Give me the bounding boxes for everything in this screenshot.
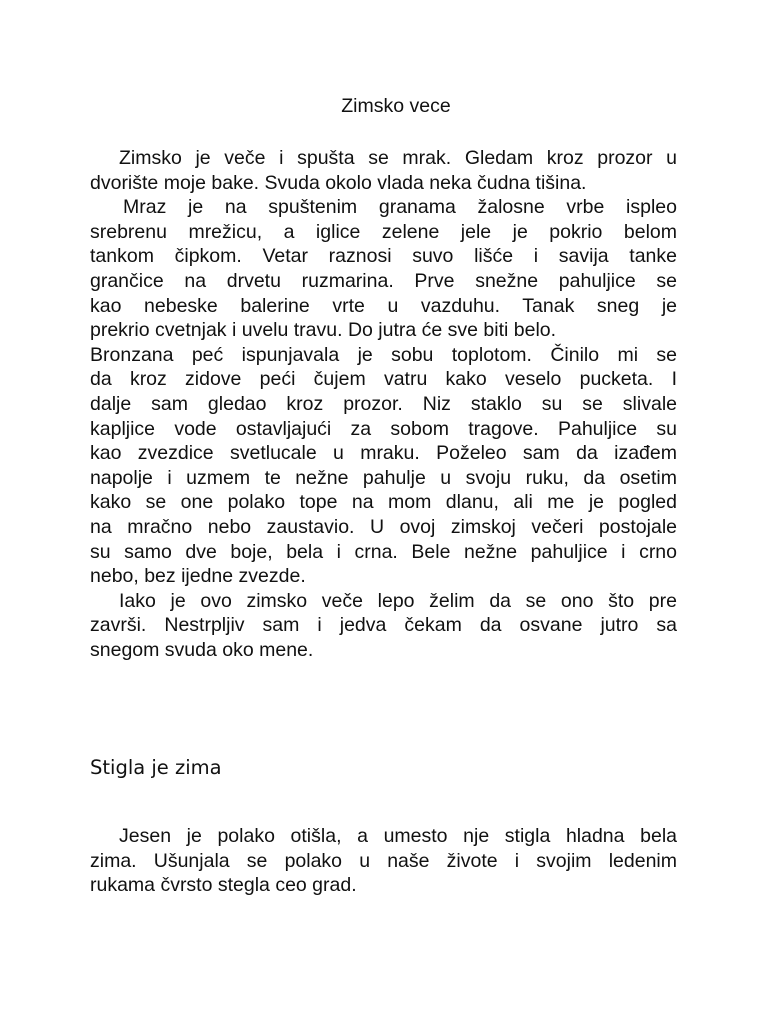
story2-text: [90, 824, 677, 898]
text-line: Jesen je polako otišla, a umesto nje stigla hladna bela: [119, 825, 677, 847]
text-line: dalje sam gledao kroz prozor. Niz staklo su se slivale: [90, 392, 677, 415]
text-line: tankom čipkom. Vetar raznosi suvo lišće i savija tanke: [90, 245, 677, 268]
text-line: kako se one polako tope na mom dlanu, ali me je pogled: [90, 491, 677, 514]
text-line: napolje i uzmem te nežne pahulje u svoju ruku, da osetim: [90, 466, 677, 489]
text-line: rukama čvrsto stegla ceo grad.: [90, 874, 357, 897]
text-line: kao nebeske balerine vrte u vazduhu. Tanak sneg je: [90, 294, 677, 317]
document-title: Zimsko vece: [341, 95, 451, 117]
text-line: Bronzana peć ispunjavala je sobu toplotom. Činilo mi se: [90, 343, 677, 366]
text-line: Iako je ovo zimsko veče lepo želim da se ono što pre: [119, 589, 677, 612]
text-line: Mraz je na spuštenim granama žalosne vrbe ispleo: [123, 196, 677, 219]
text-line: da kroz zidove peći čujem vatru kako veselo pucketa. I: [90, 368, 677, 391]
text-line: dvorište moje bake. Svuda okolo vlada neka čudna tišina.: [90, 171, 587, 194]
story-text: [90, 146, 677, 662]
text-line: zima. Ušunjala se polako u naše živote i svojim ledenim: [90, 849, 677, 872]
text-line: Zimsko je veče i spušta se mrak. Gledam kroz prozor u: [119, 147, 677, 169]
section-heading: Stigla je zima: [90, 756, 222, 779]
text-line: su samo dve boje, bela i crna. Bele nežne pahuljice i crno: [90, 540, 677, 563]
text-line: grančice na drvetu ruzmarina. Prve snežne pahuljice se: [90, 269, 677, 292]
text-line: snegom svuda oko mene.: [90, 638, 314, 661]
text-line: prekrio cvetnjak i uvelu travu. Do jutra će sve biti belo.: [90, 319, 557, 342]
text-line: srebrenu mrežicu, a iglice zelene jele je pokrio belom: [90, 220, 677, 243]
text-line: kapljice vode ostavljajući za sobom tragove. Pahuljice su: [90, 417, 677, 440]
text-line: završi. Nestrpljiv sam i jedva čekam da osvane jutro sa: [90, 614, 677, 637]
text-line: kao zvezdice svetlucale u mraku. Poželeo sam da izađem: [90, 442, 677, 465]
text-line: na mračno nebo zaustavio. U ovoj zimskoj večeri postojale: [90, 515, 677, 538]
text-line: nebo, bez ijedne zvezde.: [90, 565, 306, 588]
